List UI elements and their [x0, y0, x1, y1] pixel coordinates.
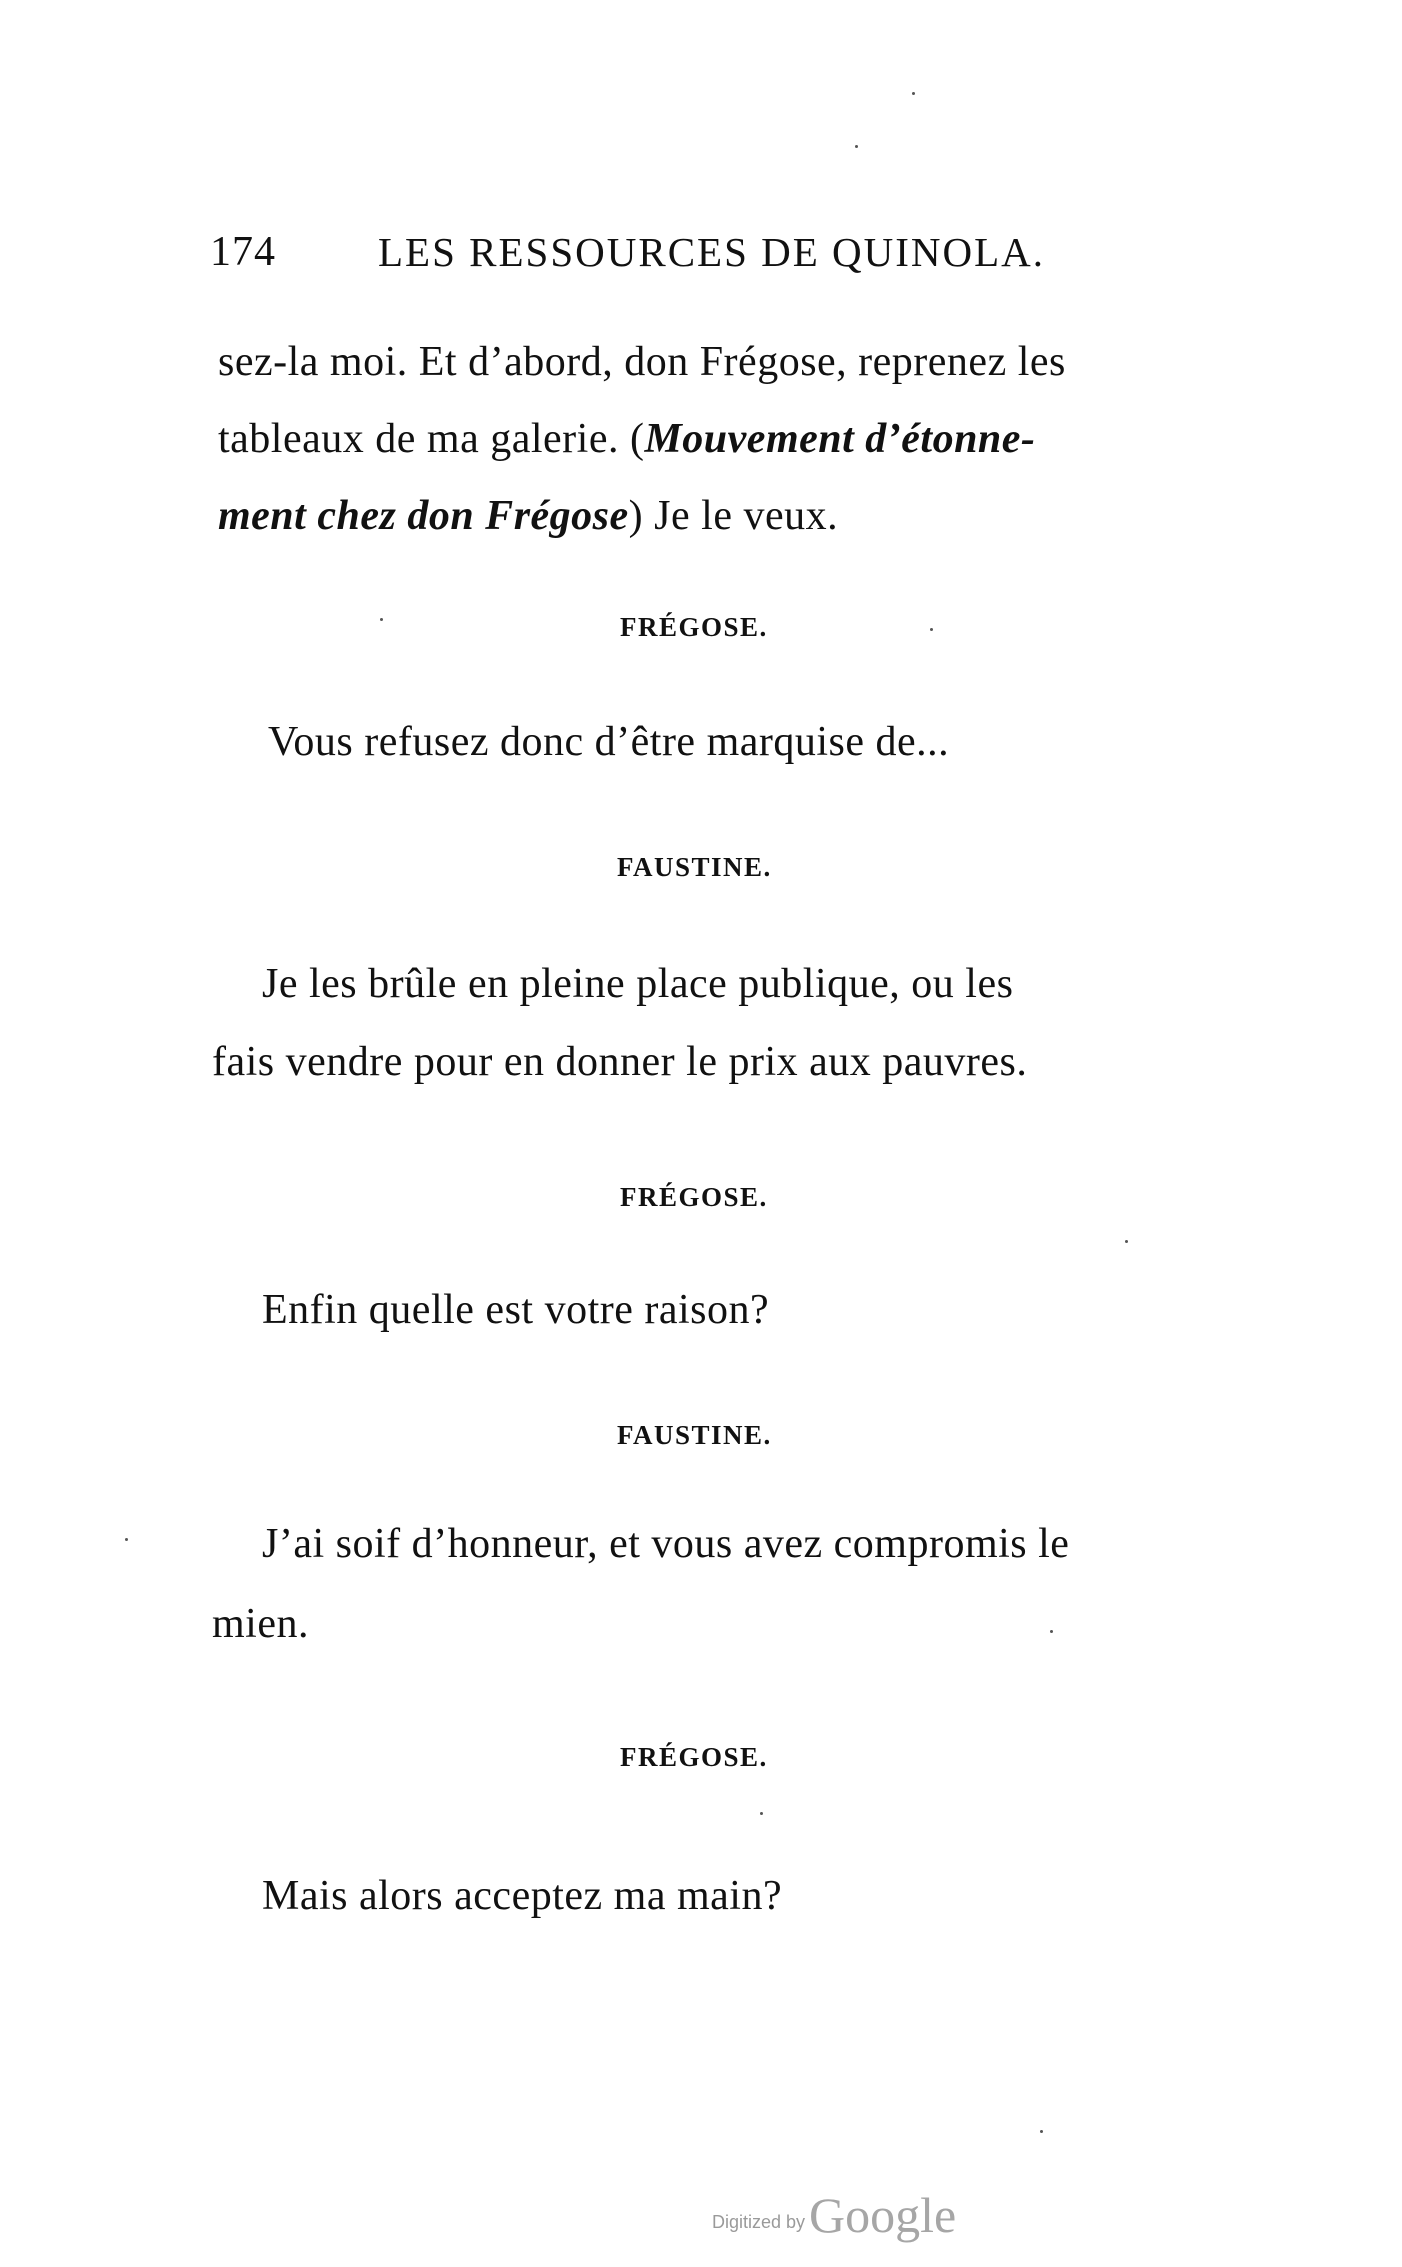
stage-direction: ment chez don Frégose: [218, 493, 629, 539]
speaker-name: FRÉGOSE.: [620, 612, 768, 642]
running-title: LES RESSOURCES DE QUINOLA.: [378, 229, 1046, 275]
scan-speck: [760, 1812, 763, 1815]
scan-speck: [125, 1538, 128, 1541]
dialogue-line: Je les brûle en pleine place publique, ou les: [262, 961, 1014, 1007]
scan-speck: [1050, 1630, 1053, 1633]
dialogue-line: fais vendre pour en donner le prix aux pauvres.: [212, 1039, 1028, 1085]
dialogue-line: Vous refusez donc d’être marquise de...: [268, 719, 950, 765]
dialogue-line: Mais alors acceptez ma main?: [262, 1873, 783, 1919]
scan-speck: [1125, 1240, 1128, 1243]
scan-speck: [930, 628, 933, 631]
paragraph-line: tableaux de ma galerie. (Mouvement d’étonne-: [218, 416, 1036, 462]
dialogue-line: mien.: [212, 1601, 309, 1647]
digitized-watermark: [712, 2186, 956, 2244]
page-header: [210, 228, 1090, 288]
google-logo: Google: [809, 2187, 957, 2243]
page-number: 174: [210, 229, 276, 275]
speaker-name: FRÉGOSE.: [620, 1182, 768, 1212]
digitized-by-label: Digitized by: [712, 2212, 806, 2232]
stage-direction: Mouvement d’étonne-: [644, 416, 1036, 462]
speaker-name: FAUSTINE.: [617, 852, 772, 882]
dialogue-line: J’ai soif d’honneur, et vous avez compromis le: [262, 1521, 1070, 1567]
paragraph-line: sez-la moi. Et d’abord, don Frégose, reprenez les: [218, 339, 1066, 385]
scan-speck: [380, 618, 383, 621]
scan-speck: [855, 145, 858, 148]
dialogue-line: Enfin quelle est votre raison?: [262, 1287, 770, 1333]
scan-speck: [1040, 2130, 1043, 2133]
speaker-name: FAUSTINE.: [617, 1420, 772, 1450]
paragraph-line: ment chez don Frégose) Je le veux.: [218, 493, 839, 539]
scan-speck: [912, 92, 915, 95]
speaker-name: FRÉGOSE.: [620, 1742, 768, 1772]
